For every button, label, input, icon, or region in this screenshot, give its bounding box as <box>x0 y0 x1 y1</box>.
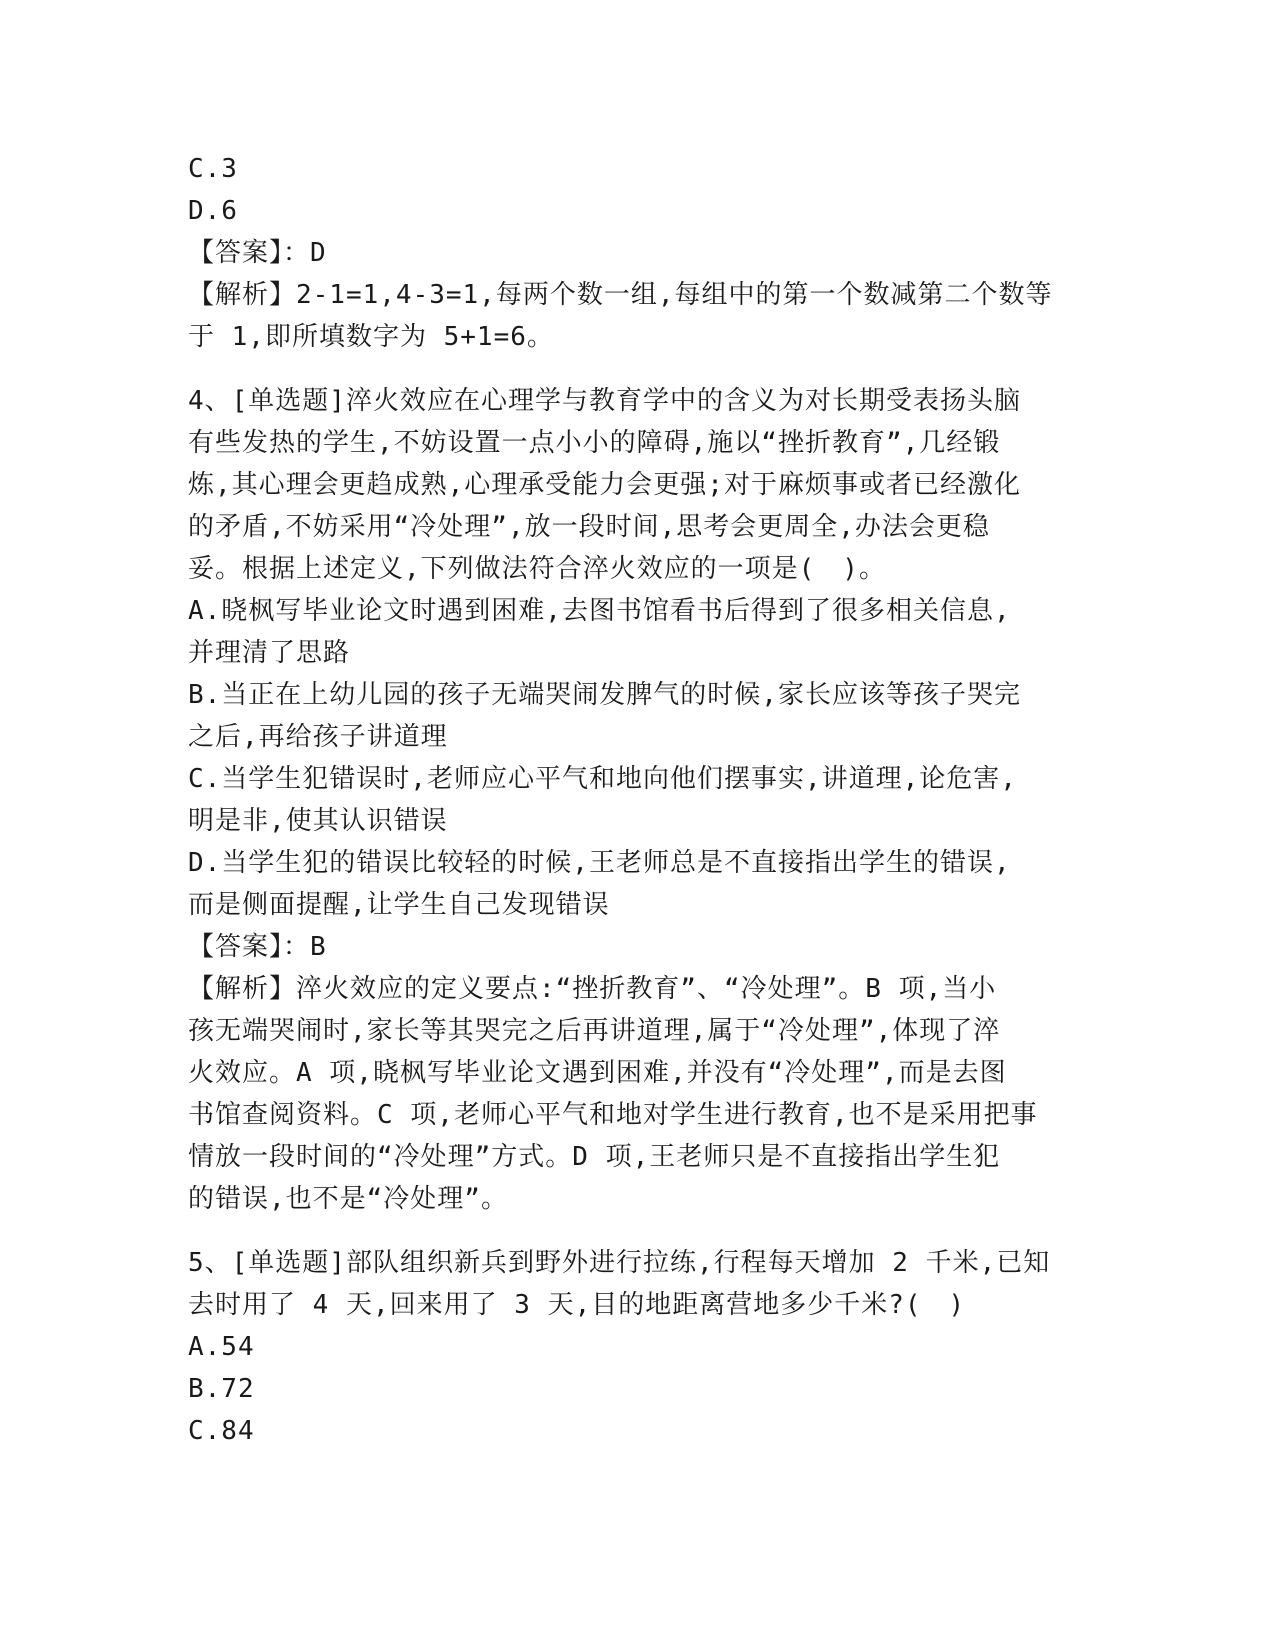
option-c <box>188 758 1088 842</box>
analysis-line: 【解析】淬火效应的定义要点:“挫折教育”、“冷处理”。B 项,当小 <box>188 974 997 1004</box>
spacer <box>188 1220 1088 1242</box>
analysis-line: 情放一段时间的“冷处理”方式。D 项,王老师只是不直接指出学生犯 <box>188 1142 1001 1172</box>
question-3-tail <box>188 148 1088 358</box>
question-stem-line: 有些发热的学生,不妨设置一点小小的障碍,施以“挫折教育”,几经锻 <box>188 428 1001 458</box>
answer: 【答案】：B <box>188 932 327 962</box>
question-stem-line: 妥。根据上述定义,下列做法符合淬火效应的一项是( )。 <box>188 554 886 584</box>
option-c: C.84 <box>188 1416 255 1446</box>
question-5 <box>188 1242 1088 1452</box>
option-line: B.当正在上幼儿园的孩子无端哭闹发脾气的时候,家长应该等孩子哭完 <box>188 680 1021 710</box>
spacer <box>188 358 1088 380</box>
option-line: 明是非,使其认识错误 <box>188 806 448 836</box>
option-a: A.54 <box>188 1332 255 1362</box>
option-line: D.当学生犯的错误比较轻的时候,王老师总是不直接指出学生的错误, <box>188 848 1011 878</box>
option-line: 而是侧面提醒,让学生自己发现错误 <box>188 890 610 920</box>
option-c: C.3 <box>188 154 238 184</box>
analysis-line: 火效应。A 项,晓枫写毕业论文遇到困难,并没有“冷处理”,而是去图 <box>188 1058 1007 1088</box>
question-stem-line: 的矛盾,不妨采用“冷处理”,放一段时间,思考会更周全,办法会更稳 <box>188 512 990 542</box>
option-d: D.6 <box>188 196 238 226</box>
analysis-line: 孩无端哭闹时,家长等其哭完之后再讲道理,属于“冷处理”,体现了淬 <box>188 1016 1001 1046</box>
question-stem-line: 5、[单选题]部队组织新兵到野外进行拉练,行程每天增加 2 千米,已知 <box>188 1248 1051 1278</box>
option-line: 之后,再给孩子讲道理 <box>188 722 448 752</box>
analysis-line: 于 1,即所填数字为 5+1=6。 <box>188 322 554 352</box>
analysis-line: 【解析】2-1=1,4-3=1,每两个数一组,每组中的第一个数减第二个数等 <box>188 280 1053 310</box>
option-b <box>188 674 1088 758</box>
question-stem-line: 炼,其心理会更趋成熟,心理承受能力会更强;对于麻烦事或者已经激化 <box>188 470 1021 500</box>
option-line: C.当学生犯错误时,老师应心平气和地向他们摆事实,讲道理,论危害, <box>188 764 1017 794</box>
question-4 <box>188 380 1088 1220</box>
option-b: B.72 <box>188 1374 255 1404</box>
question-stem-line: 去时用了 4 天,回来用了 3 天,目的地距离营地多少千米?( ) <box>188 1290 966 1320</box>
answer: 【答案】：D <box>188 238 327 268</box>
option-a <box>188 590 1088 674</box>
document-page <box>188 148 1088 1452</box>
option-d <box>188 842 1088 926</box>
analysis-line: 书馆查阅资料。C 项,老师心平气和地对学生进行教育,也不是采用把事 <box>188 1100 1038 1130</box>
analysis-line: 的错误,也不是“冷处理”。 <box>188 1184 508 1214</box>
option-line: A.晓枫写毕业论文时遇到困难,去图书馆看书后得到了很多相关信息, <box>188 596 1011 626</box>
question-stem-line: 4、[单选题]淬火效应在心理学与教育学中的含义为对长期受表扬头脑 <box>188 386 1021 416</box>
option-line: 并理清了思路 <box>188 638 351 668</box>
